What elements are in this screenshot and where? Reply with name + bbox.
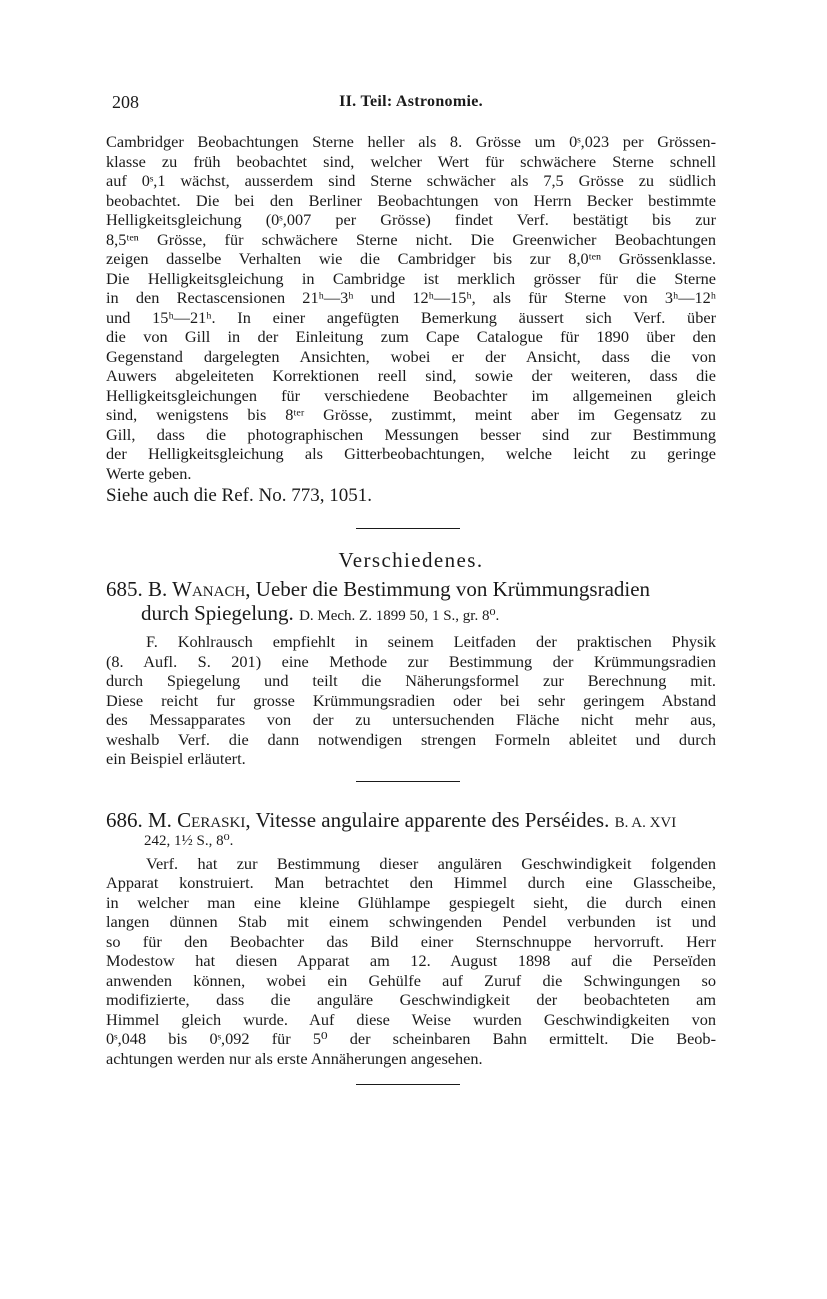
text-line: Himmel gleich wurde. Auf diese Weise wurden Geschwindigkeiten von [106,1009,716,1029]
text-line: Diese reicht fur grosse Krümmungsradien oder bei sehr geringem Abstand [106,690,716,710]
entry-citation: D. Mech. Z. 1899 50, 1 S., gr. 8⁰. [299,608,500,624]
text-line: (8. Aufl. S. 201) eine Methode zur Bestimmung der Krümmungsradien [106,651,716,671]
entry-author: B. Wanach, [148,577,251,601]
text-line: achtungen werden nur als erste Annäherungen angesehen. [106,1048,483,1068]
text-line: modifizierte, dass die anguläre Geschwindigkeit der beobachteten am [106,990,716,1009]
entry-title-cont: durch Spiegelung. [141,601,294,625]
text-line: des Messapparates von der zu untersuchenden Fläche nicht mehr aus, [106,710,716,729]
separator-rule [356,781,460,782]
text-line: F. Kohlrausch empfiehlt in seinem Leitfaden der praktischen Physik [146,632,716,651]
text-line: und 15ʰ—21ʰ. In einer angefügten Bemerkung äussert sich Verf. über [106,307,716,327]
entry-number: 686. [106,807,143,832]
entry-title: Ueber die Bestimmung von Krümmungsradien [255,577,651,601]
entry-685-heading [106,577,716,628]
text-line: beobachtet. Die bei den Berliner Beobachtungen von Herrn Becker bestimmte [106,190,716,210]
text-line: so für den Beobachter das Bild einer Sternschnuppe hervorruft. Herr [106,931,716,951]
see-also-reference: Siehe auch die Ref. No. 773, 1051. [106,485,372,506]
text-line: langen dünnen Stab mit einem schwingenden Pendel verbunden ist und [106,912,716,931]
text-line: 8,5ᵗᵉⁿ Grösse, für schwächere Sterne nicht. Die Greenwicher Beobachtungen [106,229,716,249]
text-line: anwenden können, wobei ein Gehülfe auf Zuruf die Schwingungen so [106,970,716,990]
text-line: die von Gill in der Einleitung zum Cape Catalogue für 1890 über den [106,327,716,346]
text-line: Gegenstand dargelegten Ansichten, wobei er der Ansicht, dass die von [106,346,716,366]
text-line: in welcher man eine kleine Glühlampe gespiegelt sieht, die durch einen [106,892,716,912]
text-line: Modestow hat diesen Apparat am 12. August 1898 auf die Perseïden [106,951,716,970]
page-number: 208 [112,92,139,112]
running-title: II. Teil: Astronomie. [339,93,483,110]
text-line: Die Helligkeitsgleichung in Cambridge ist merklich grösser für die Sterne [106,268,716,288]
entry-citation: B. A. XVI [614,814,677,831]
text-line: durch Spiegelung und teilt die Näherungsformel zur Berechnung mit. [106,671,716,690]
separator-rule [356,528,460,529]
text-line: sind, wenigstens bis 8ᵗᵉʳ Grösse, zustimmt, meint aber im Gegensatz zu [106,405,716,424]
entry-686-heading [106,808,716,835]
document-page [106,92,716,1085]
text-line: Apparat konstruiert. Man betrachtet den Himmel durch eine Glasscheibe, [106,873,716,892]
text-line: der Helligkeitsgleichung als Gitterbeobachtungen, welche leicht zu geringe [106,444,716,463]
entry-number: 685. [106,577,143,601]
entry-685-abstract [106,632,716,769]
text-line: in den Rectascensionen 21ʰ—3ʰ und 12ʰ—15ʰ, als für Sterne von 3ʰ—12ʰ [106,288,716,307]
text-line: ein Beispiel erläutert. [106,749,246,768]
continuation-paragraph [106,132,716,483]
text-line: 0ˢ,048 bis 0ˢ,092 für 5⁰ der scheinbaren Bahn ermittelt. Die Beob- [106,1029,716,1048]
text-line: klasse zu früh beobachtet sind, welcher Wert für schwächere Sterne schnell [106,151,716,171]
entry-title: Vitesse angulaire apparente des Perséides. [255,807,610,832]
text-line: Verf. hat zur Bestimmung dieser angulären Geschwindigkeit folgenden [146,853,716,873]
entry-author: M. Ceraski, [148,807,251,832]
entry-citation-cont: 242, 1½ S., 8⁰. [144,832,234,849]
text-line: zeigen dasselbe Verhalten wie die Cambridger bis zur 8,0ᵗᵉⁿ Grössenklasse. [106,249,716,268]
entry-686-abstract [106,854,716,1069]
text-line: Auwers abgeleiteten Korrektionen reell sind, sowie der weiteren, dass die [106,366,716,385]
text-line: Helligkeitsgleichungen für verschiedene Beobachter im allgemeinen gleich [106,385,716,405]
running-head [106,92,716,118]
text-line: Werte geben. [106,463,192,483]
text-line: Helligkeitsgleichung (0ˢ,007 per Grösse) findet Verf. bestätigt bis zur [106,210,716,229]
text-line: weshalb Verf. die dann notwendigen strengen Formeln ableitet und durch [106,729,716,749]
section-heading: Verschiedenes. [338,548,484,572]
text-line: auf 0ˢ,1 wächst, ausserdem sind Sterne schwächer als 7,5 Grösse zu südlich [106,171,716,190]
separator-rule [356,1084,460,1085]
text-line: Cambridger Beobachtungen Sterne heller als 8. Grösse um 0ˢ,023 per Grössen- [106,132,716,151]
text-line: Gill, dass die photographischen Messungen besser sind zur Bestimmung [106,424,716,444]
